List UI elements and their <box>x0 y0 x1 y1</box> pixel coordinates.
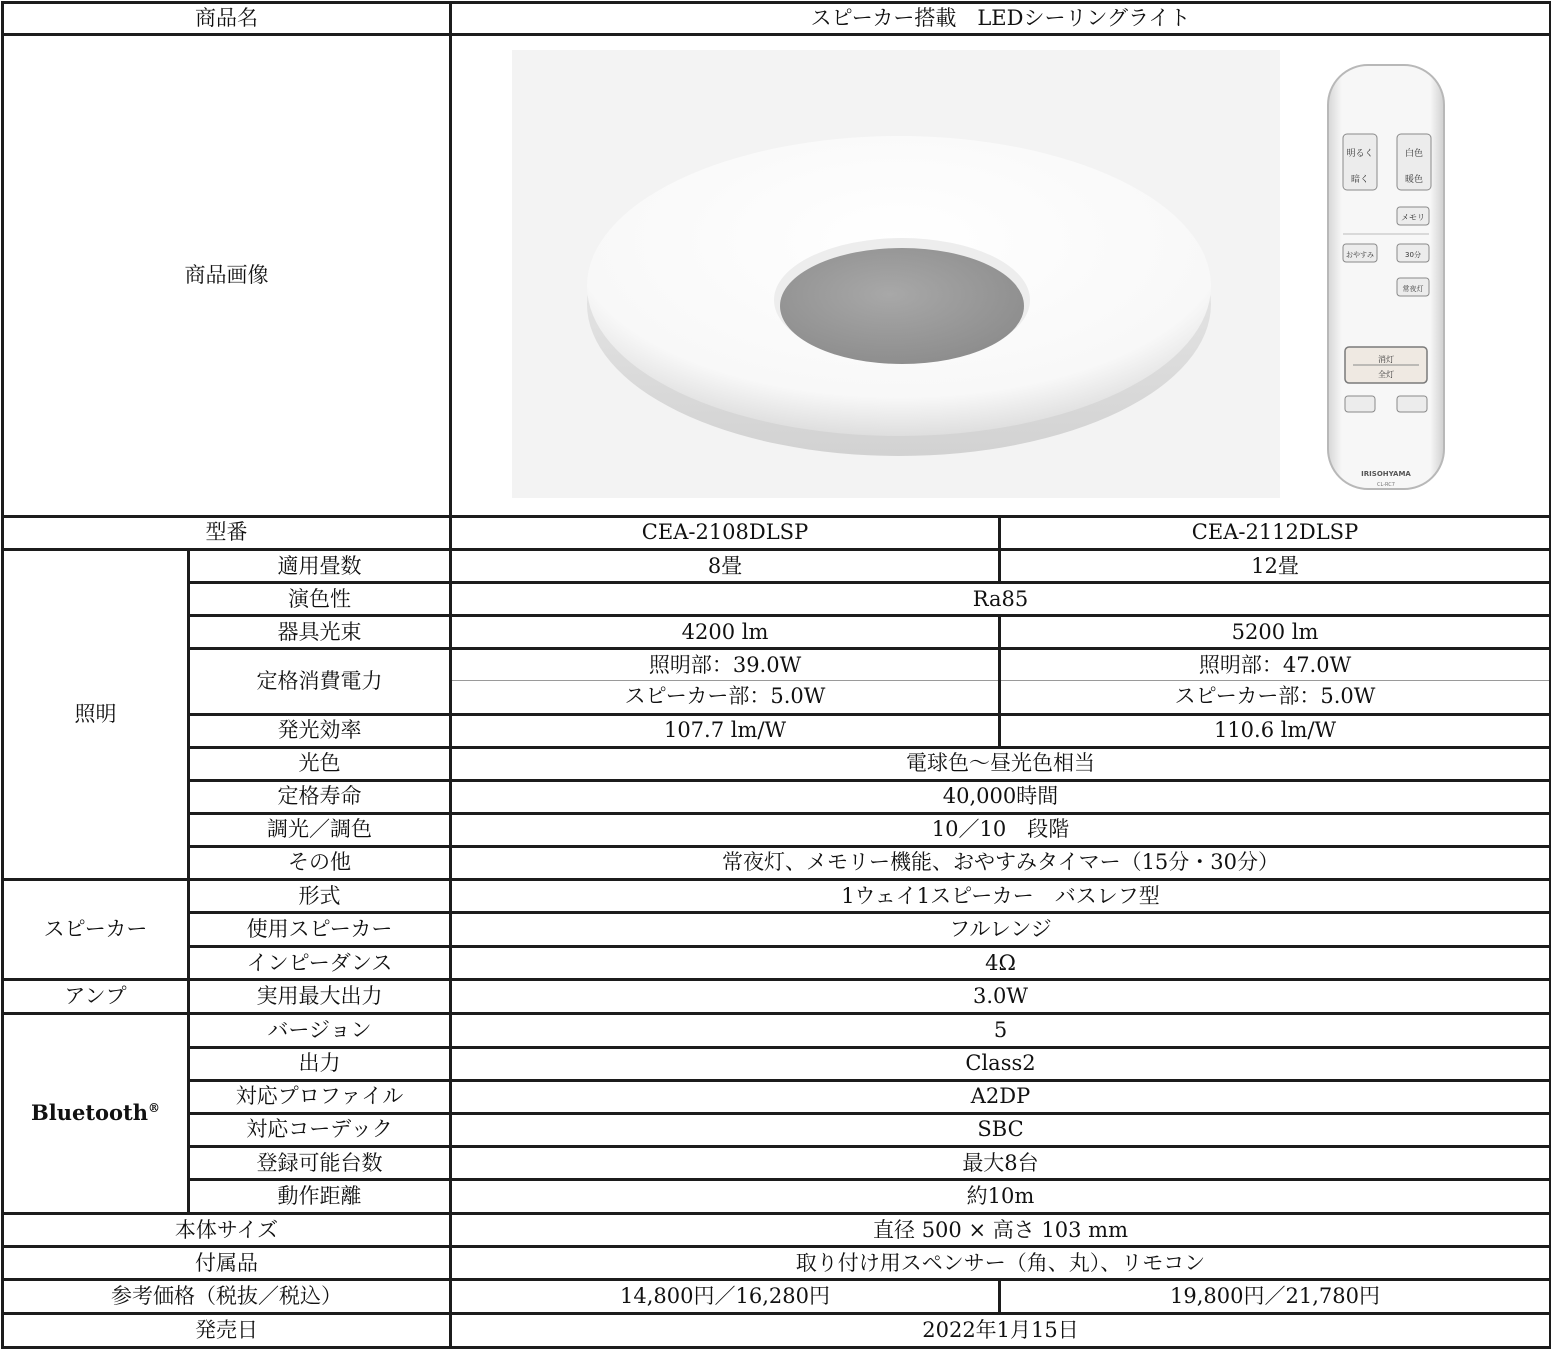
label-profile: 対応プロファイル <box>189 1080 451 1113</box>
value-tatami-8: 8畳 <box>451 550 1000 583</box>
value-power-light-12: 照明部：47.0W <box>1000 649 1551 681</box>
row-model <box>3 516 1551 549</box>
row-bt-pairing <box>3 1147 1551 1180</box>
label-luminous-flux: 器具光束 <box>189 616 451 649</box>
value-codec: SBC <box>451 1113 1551 1146</box>
label-accessories: 付属品 <box>3 1247 451 1280</box>
label-color-rendering: 演色性 <box>189 583 451 616</box>
label-rated-life: 定格寿命 <box>189 780 451 813</box>
value-accessories: 取り付け用スペンサー（角、丸）、リモコン <box>451 1247 1551 1280</box>
label-other: その他 <box>189 846 451 879</box>
row-product-name <box>3 3 1551 35</box>
row-accessories <box>3 1247 1551 1280</box>
row-speaker-type <box>3 880 1551 913</box>
row-speaker-used <box>3 913 1551 947</box>
row-impedance <box>3 947 1551 980</box>
value-output: Class2 <box>451 1047 1551 1080</box>
bluetooth-label <box>31 1100 160 1125</box>
remote-btn-brighter: 明るく <box>1346 149 1374 160</box>
row-light-color <box>3 747 1551 780</box>
value-impedance: 4Ω <box>451 947 1551 980</box>
row-tatami <box>3 550 1551 583</box>
remote-brand: IRISOHYAMA <box>1361 470 1411 479</box>
remote-model: CL-RC7 <box>1377 482 1395 489</box>
product-images <box>452 36 1549 515</box>
label-product-image: 商品画像 <box>3 35 451 517</box>
value-pairing: 最大8台 <box>451 1147 1551 1180</box>
row-bt-codec <box>3 1113 1551 1146</box>
label-price: 参考価格（税抜／税込） <box>3 1280 451 1313</box>
value-version: 5 <box>451 1013 1551 1047</box>
value-power-speaker-8: スピーカー部：5.0W <box>451 681 1000 714</box>
value-size: 直径 500 × 高さ 103 mm <box>451 1214 1551 1247</box>
label-release: 発売日 <box>3 1313 451 1347</box>
value-flux-12: 5200 lm <box>1000 616 1551 649</box>
label-model: 型番 <box>3 516 451 549</box>
label-size: 本体サイズ <box>3 1214 451 1247</box>
row-efficiency <box>3 714 1551 747</box>
row-bt-version <box>3 1013 1551 1047</box>
value-price-12: 19,800円／21,780円 <box>1000 1280 1551 1313</box>
remote-btn-white: 白色 <box>1404 149 1424 160</box>
value-tatami-12: 12畳 <box>1000 550 1551 583</box>
row-amp <box>3 980 1551 1013</box>
label-speaker-used: 使用スピーカー <box>189 913 451 947</box>
label-version: バージョン <box>189 1013 451 1047</box>
value-price-8: 14,800円／16,280円 <box>451 1280 1000 1313</box>
row-price <box>3 1280 1551 1313</box>
row-bt-output <box>3 1047 1551 1080</box>
bluetooth-text: Bluetooth <box>30 1100 149 1126</box>
remote-btn-sleep: おやすみ <box>1346 251 1374 260</box>
row-size <box>3 1214 1551 1247</box>
row-luminous-flux <box>3 616 1551 649</box>
remote-control-image <box>1325 62 1447 492</box>
product-image-cell <box>451 35 1551 517</box>
remote-btn-night: 常夜灯 <box>1402 285 1424 294</box>
label-output: 出力 <box>189 1047 451 1080</box>
registered-mark: ® <box>148 1101 161 1116</box>
value-other: 常夜灯、メモリー機能、おやすみタイマー（15分・30分） <box>451 846 1551 879</box>
remote-btn-30min: 30分 <box>1405 251 1421 260</box>
value-profile: A2DP <box>451 1080 1551 1113</box>
value-max-output: 3.0W <box>451 980 1551 1013</box>
value-efficiency-8: 107.7 lm/W <box>451 714 1000 747</box>
value-dimming: 10／10 段階 <box>451 813 1551 846</box>
label-product-name: 商品名 <box>3 3 451 35</box>
value-rated-life: 40,000時間 <box>451 780 1551 813</box>
row-color-rendering <box>3 583 1551 616</box>
row-release <box>3 1313 1551 1347</box>
label-codec: 対応コーデック <box>189 1113 451 1146</box>
group-bluetooth <box>3 1013 189 1214</box>
remote-btn-darker: 暗く <box>1350 175 1370 186</box>
value-flux-8: 4200 lm <box>451 616 1000 649</box>
label-dimming: 調光／調色 <box>189 813 451 846</box>
row-rated-life <box>3 780 1551 813</box>
label-distance: 動作距離 <box>189 1180 451 1214</box>
value-release: 2022年1月15日 <box>451 1313 1551 1347</box>
spec-table <box>1 1 1551 1349</box>
label-efficiency: 発光効率 <box>189 714 451 747</box>
value-type: 1ウェイ1スピーカー バスレフ型 <box>451 880 1551 913</box>
row-other <box>3 846 1551 879</box>
remote-btn-off: 消灯 <box>1378 355 1394 365</box>
label-type: 形式 <box>189 880 451 913</box>
row-dimming <box>3 813 1551 846</box>
label-light-color: 光色 <box>189 747 451 780</box>
row-bt-distance <box>3 1180 1551 1214</box>
group-lighting: 照明 <box>3 550 189 880</box>
value-model-12: CEA-2112DLSP <box>1000 516 1551 549</box>
label-tatami: 適用畳数 <box>189 550 451 583</box>
value-color-rendering: Ra85 <box>451 583 1551 616</box>
remote-btn-warm: 暖色 <box>1404 175 1424 186</box>
group-speaker: スピーカー <box>3 880 189 980</box>
value-distance: 約10m <box>451 1180 1551 1214</box>
value-power-speaker-12: スピーカー部：5.0W <box>1000 681 1551 714</box>
label-impedance: インピーダンス <box>189 947 451 980</box>
value-efficiency-12: 110.6 lm/W <box>1000 714 1551 747</box>
label-pairing: 登録可能台数 <box>189 1147 451 1180</box>
remote-btn-full: 全灯 <box>1378 370 1394 380</box>
value-speaker-used: フルレンジ <box>451 913 1551 947</box>
row-product-image <box>3 35 1551 517</box>
value-product-name: スピーカー搭載 LEDシーリングライト <box>451 3 1551 35</box>
value-model-8: CEA-2108DLSP <box>451 516 1000 549</box>
label-rated-power: 定格消費電力 <box>189 649 451 714</box>
label-max-output: 実用最大出力 <box>189 980 451 1013</box>
value-power-light-8: 照明部：39.0W <box>451 649 1000 681</box>
group-amp: アンプ <box>3 980 189 1013</box>
row-bt-profile <box>3 1080 1551 1113</box>
value-light-color: 電球色～昼光色相当 <box>451 747 1551 780</box>
row-power-light <box>3 649 1551 681</box>
remote-btn-memory: メモリ <box>1401 213 1425 223</box>
ceiling-light-image <box>512 50 1280 498</box>
